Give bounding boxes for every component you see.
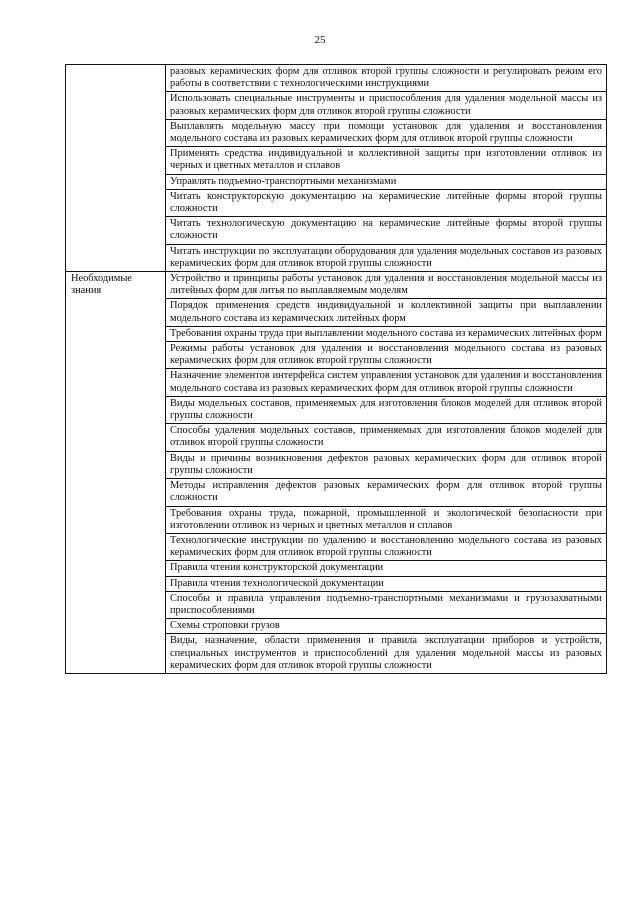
knowledge-item: Назначение элементов интерфейса систем управления установок для удаления и восстановления модельного состава из разовых керамических форм для отливок второй группы сложности xyxy=(166,369,607,396)
knowledge-item: Виды и причины возникновения дефектов разовых керамических форм для отливок второй группы сложности xyxy=(166,451,607,478)
knowledge-item: Технологические инструкции по удалению и восстановлению модельного состава из разовых керамических форм для отливок второй группы сложности xyxy=(166,533,607,560)
skill-item: Читать конструкторскую документацию на керамические литейные формы второй группы сложности xyxy=(166,189,607,216)
skills-category-cell xyxy=(66,65,166,272)
table-row xyxy=(66,65,607,92)
knowledge-item: Способы удаления модельных составов, применяемых для изготовления блоков моделей для отливок второй группы сложности xyxy=(166,424,607,451)
knowledge-item: Методы исправления дефектов разовых керамических форм для отливок второй группы сложности xyxy=(166,479,607,506)
skill-item: Применять средства индивидуальной и коллективной защиты при изготовлении отливок из черных и цветных металлов и сплавов xyxy=(166,147,607,174)
skill-item: Читать технологическую документацию на керамические литейные формы второй группы сложности xyxy=(166,217,607,244)
knowledge-item: Требования охраны труда при выплавлении модельного состава из керамических литейных форм xyxy=(166,326,607,341)
page-number: 25 xyxy=(314,34,326,46)
knowledge-item: Способы и правила управления подъемно-транспортными механизмами и грузозахватными приспособлениями xyxy=(166,591,607,618)
knowledge-item: Схемы строповки грузов xyxy=(166,619,607,634)
skill-item: Использовать специальные инструменты и приспособления для удаления модельной массы из разовых керамических форм для отливок второй группы сложности xyxy=(166,92,607,119)
skill-item: Читать инструкции по эксплуатации оборудования для удаления модельных составов из разовых керамических форм для отливок второй группы сложности xyxy=(166,244,607,271)
knowledge-item: Требования охраны труда, пожарной, промышленной и экологической безопасности при изготовлении отливок из черных и цветных металлов и сплавов xyxy=(166,506,607,533)
skill-item: разовых керамических форм для отливок второй группы сложности и регулировать режим его работы в соответствии с технологическими инструкциями xyxy=(166,65,607,92)
knowledge-item: Правила чтения конструкторской документации xyxy=(166,561,607,576)
knowledge-item: Правила чтения технологической документации xyxy=(166,576,607,591)
knowledge-item: Виды модельных составов, применяемых для изготовления блоков моделей для отливок второй группы сложности xyxy=(166,396,607,423)
requirements-table xyxy=(65,64,607,674)
knowledge-item: Устройство и принципы работы установок для удаления и восстановления модельной массы из литейных форм для литья по выплавляемым моделям xyxy=(166,272,607,299)
knowledge-item: Режимы работы установок для удаления и восстановления модельного состава из разовых керамических форм для отливок второй группы сложности xyxy=(166,342,607,369)
knowledge-item: Порядок применения средств индивидуальной и коллективной защиты при выплавлении модельного состава из керамических литейных форм xyxy=(166,299,607,326)
table-row xyxy=(66,272,607,299)
knowledge-item: Виды, назначение, области применения и правила эксплуатации приборов и устройств, специальных инструментов и приспособлений для удаления модельной массы из разовых керамических форм для отливок второй группы сложности xyxy=(166,634,607,674)
skill-item: Выплавлять модельную массу при помощи установок для удаления и восстановления модельного состава из разовых керамических форм для отливок второй группы сложности xyxy=(166,119,607,146)
skill-item: Управлять подъемно-транспортными механизмами xyxy=(166,174,607,189)
knowledge-category-cell: Необходимые знания xyxy=(66,272,166,674)
